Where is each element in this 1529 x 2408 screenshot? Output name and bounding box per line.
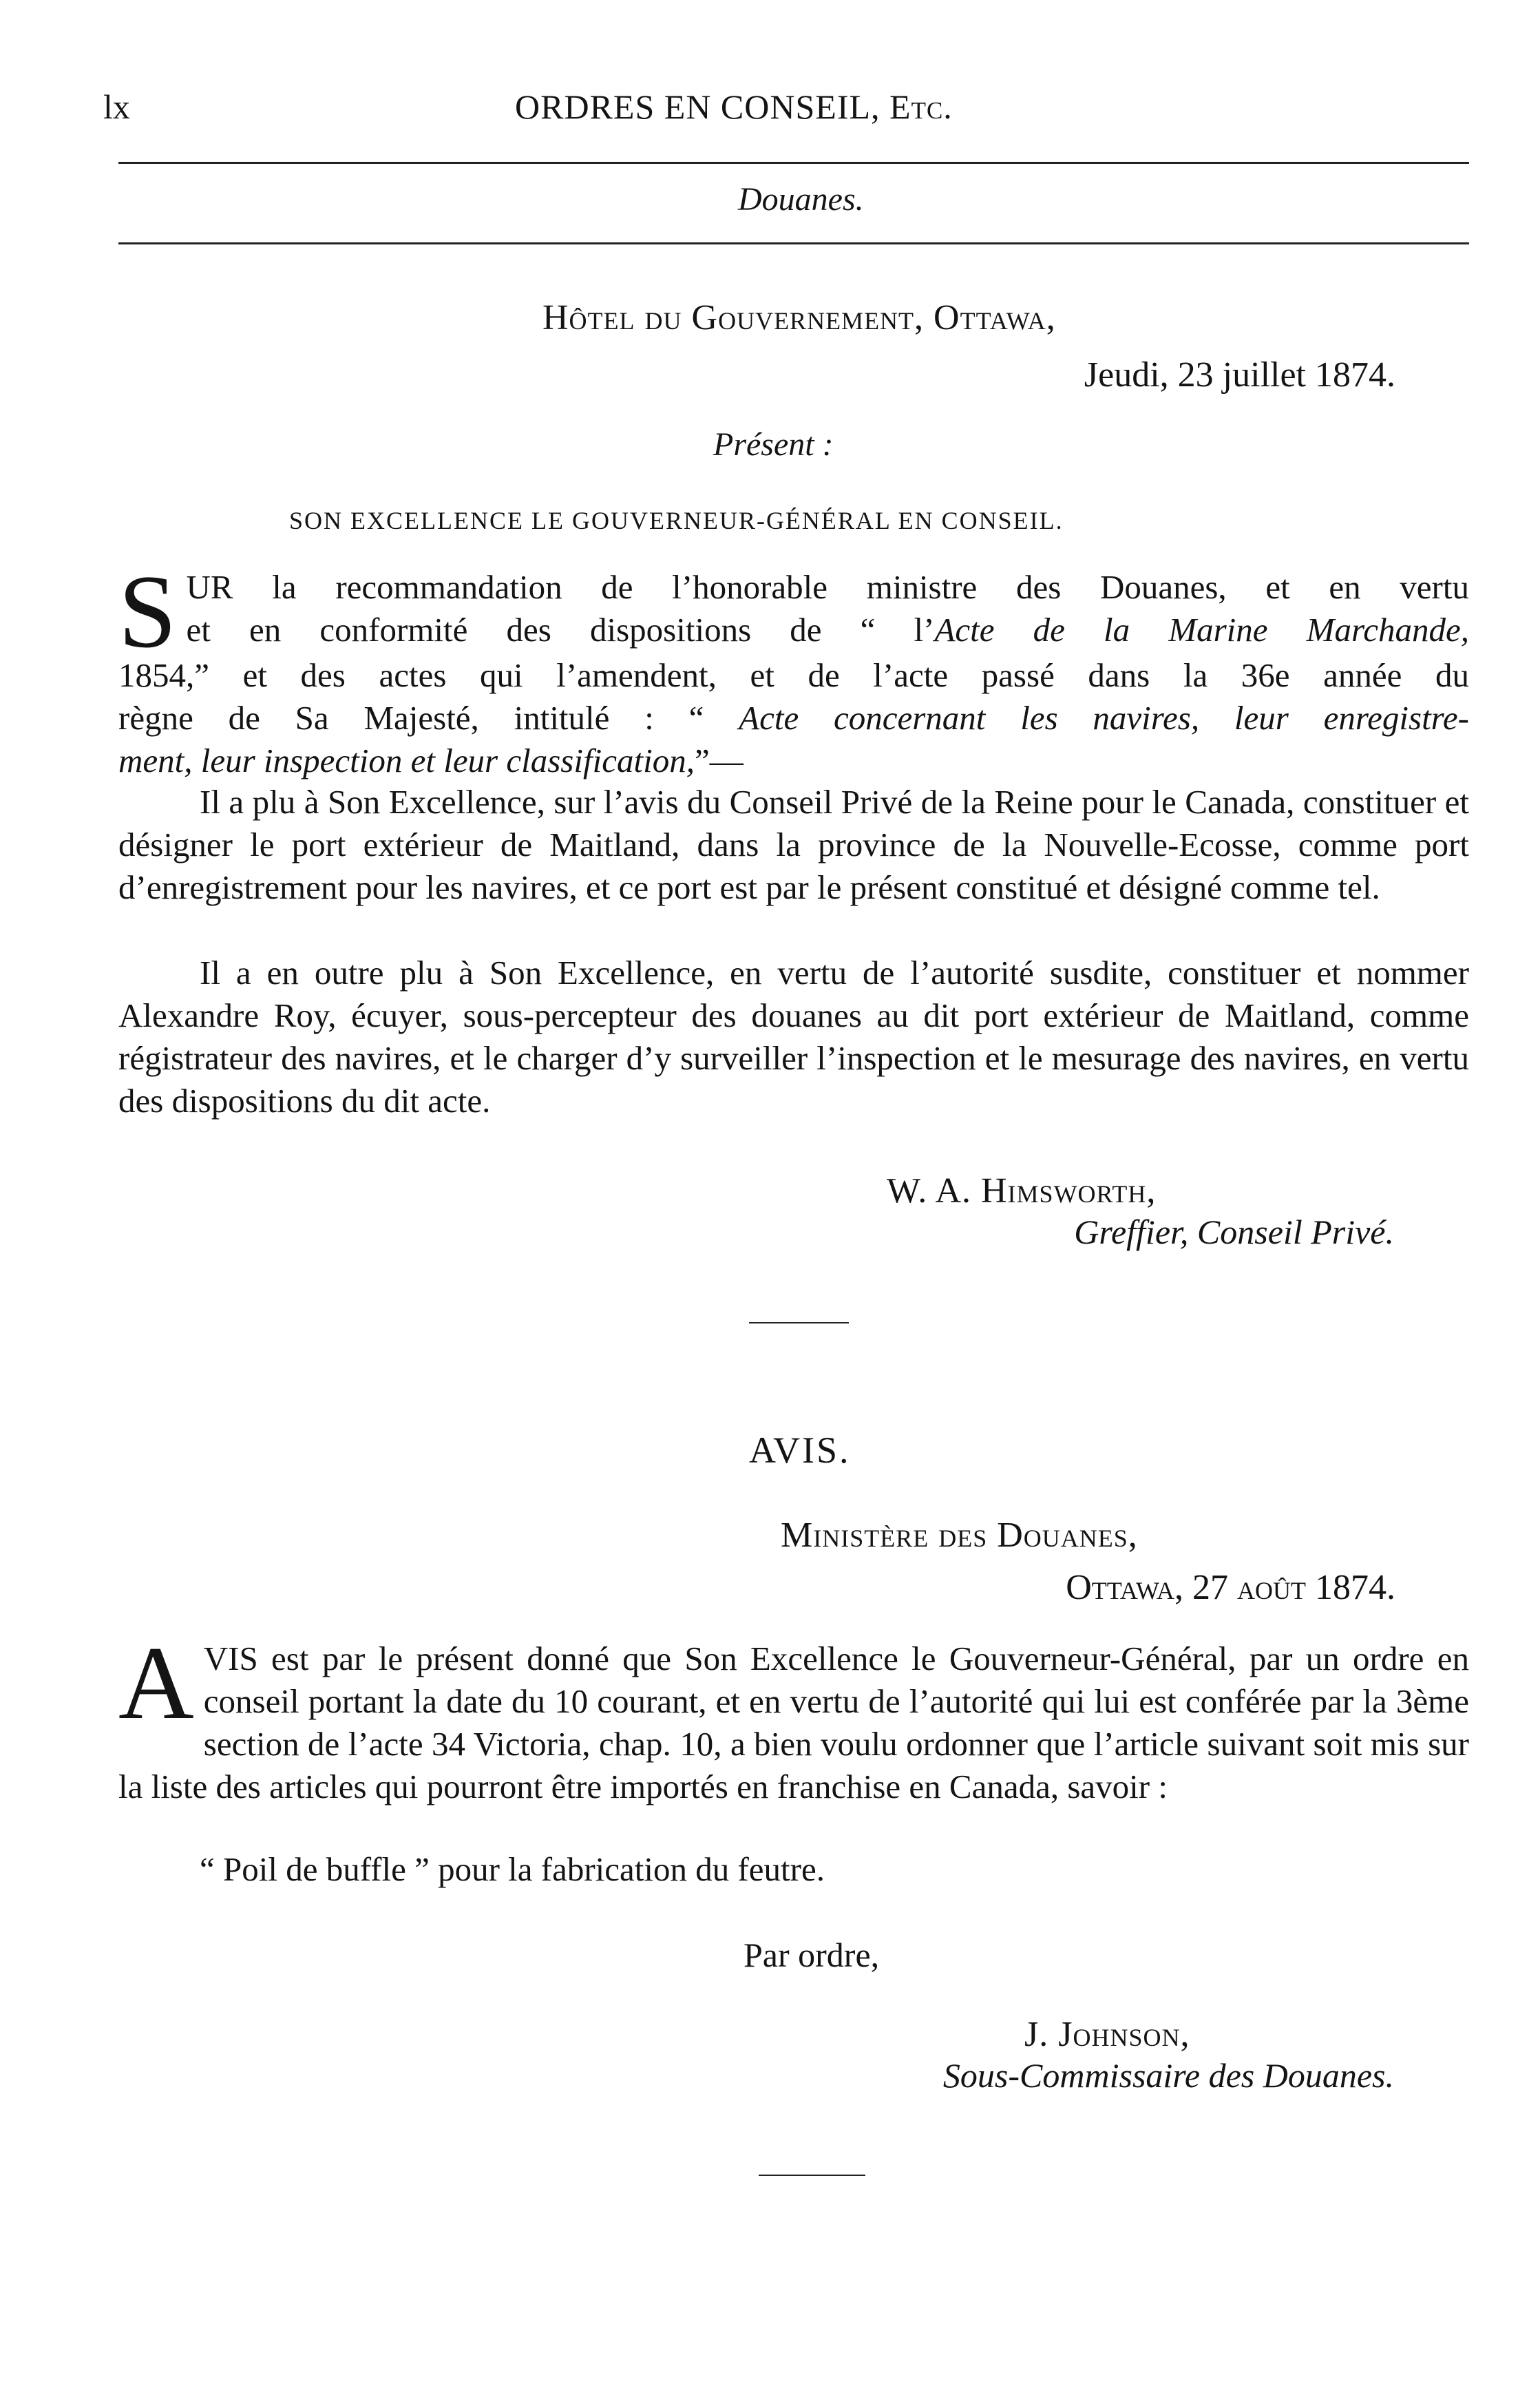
- dropcap-a: A: [118, 1625, 194, 1741]
- running-title: ORDRES EN CONSEIL, Etc.: [515, 87, 953, 126]
- order-p1-line-1: UR la recommandation de l’honorable ministre des Douanes, et en vertu: [186, 568, 1469, 606]
- notice-date-text: Ottawa, 27 août 1874.: [1066, 1568, 1395, 1607]
- header-rule-top: [118, 162, 1469, 164]
- order-paragraph-2: Il a plu à Son Excellence, sur l’avis du Conseil Privé de la Reine pour le Canada, constituer et désigner le port extérieur de Maitland, dans la province de la Nouvelle-Ecosse, comme port d’enregistrement pour les navires, et ce port est par le présent constitué et désigné comme tel.: [118, 783, 1469, 906]
- order-p1-line-2: et en conformité des dispositions de “ l’Acte de la Marine Marchande,: [186, 611, 1469, 649]
- order-paragraph-3: Il a en outre plu à Son Excellence, en vertu de l’autorité susdite, constituer et nommer Alexandre Roy, écuyer, sous-percepteur des douanes au dit port extérieur de Maitland, comme régistrateur des navires, et le charger d’y surveiller l’inspection et le mesurage des navires, en vertu des dispositions du dit acte.: [118, 954, 1469, 1120]
- order-location: Hôtel du Gouvernement, Ottawa,: [542, 298, 1056, 337]
- order-paragraph-1: [118, 554, 1469, 782]
- page-number: lx: [103, 87, 130, 126]
- order-p1-line-3: 1854,” et des actes qui l’amendent, et de l’acte passé dans la 36e année du: [118, 656, 1469, 694]
- notice-signature-name: J. Johnson,: [1024, 2015, 1190, 2054]
- order-p1-line-4: règne de Sa Majesté, intitulé : “ Acte concernant les navires, leur enregistre-: [118, 699, 1469, 737]
- notice-heading: AVIS.: [749, 1430, 851, 1471]
- par-ordre: Par ordre,: [744, 1936, 880, 1974]
- notice-item: “ Poil de buffle ” pour la fabrication du feutre.: [200, 1850, 825, 1888]
- dropcap-s: S: [118, 554, 177, 669]
- section-divider-2: [759, 2175, 865, 2176]
- notice-location: Ministère des Douanes,: [781, 1516, 1138, 1555]
- order-date: Jeudi, 23 juillet 1874.: [1084, 355, 1395, 395]
- order-signature-name: W. A. Himsworth,: [887, 1171, 1157, 1211]
- notice-paragraph-1: A VIS est par le présent donné que Son Excellence le Gouverneur-Général, par un ordre en conseil portant la date du 10 courant, et en vertu de l’autorité qui lui est conférée par la 3ème section de l’acte 34 Victoria, chap. 10, a bien voulu ordonner que l’article suivant soit mis sur la liste des articles qui pourront être importés en franchise en Canada, savoir :: [118, 1625, 1469, 1805]
- notice-date: [1066, 1567, 1395, 1608]
- order-p1-line-5: ment, leur inspection et leur classification,”—: [118, 742, 744, 779]
- present-body: SON EXCELLENCE LE GOUVERNEUR-GÉNÉRAL EN CONSEIL.: [289, 507, 1064, 534]
- present-label: Présent :: [713, 426, 834, 463]
- order-signature-title: Greffier, Conseil Privé.: [1074, 1213, 1394, 1251]
- section-divider-1: [749, 1322, 849, 1323]
- notice-signature-title: Sous-Commissaire des Douanes.: [942, 2056, 1394, 2095]
- section-title: Douanes.: [738, 181, 864, 218]
- header-rule-bottom: [118, 242, 1469, 244]
